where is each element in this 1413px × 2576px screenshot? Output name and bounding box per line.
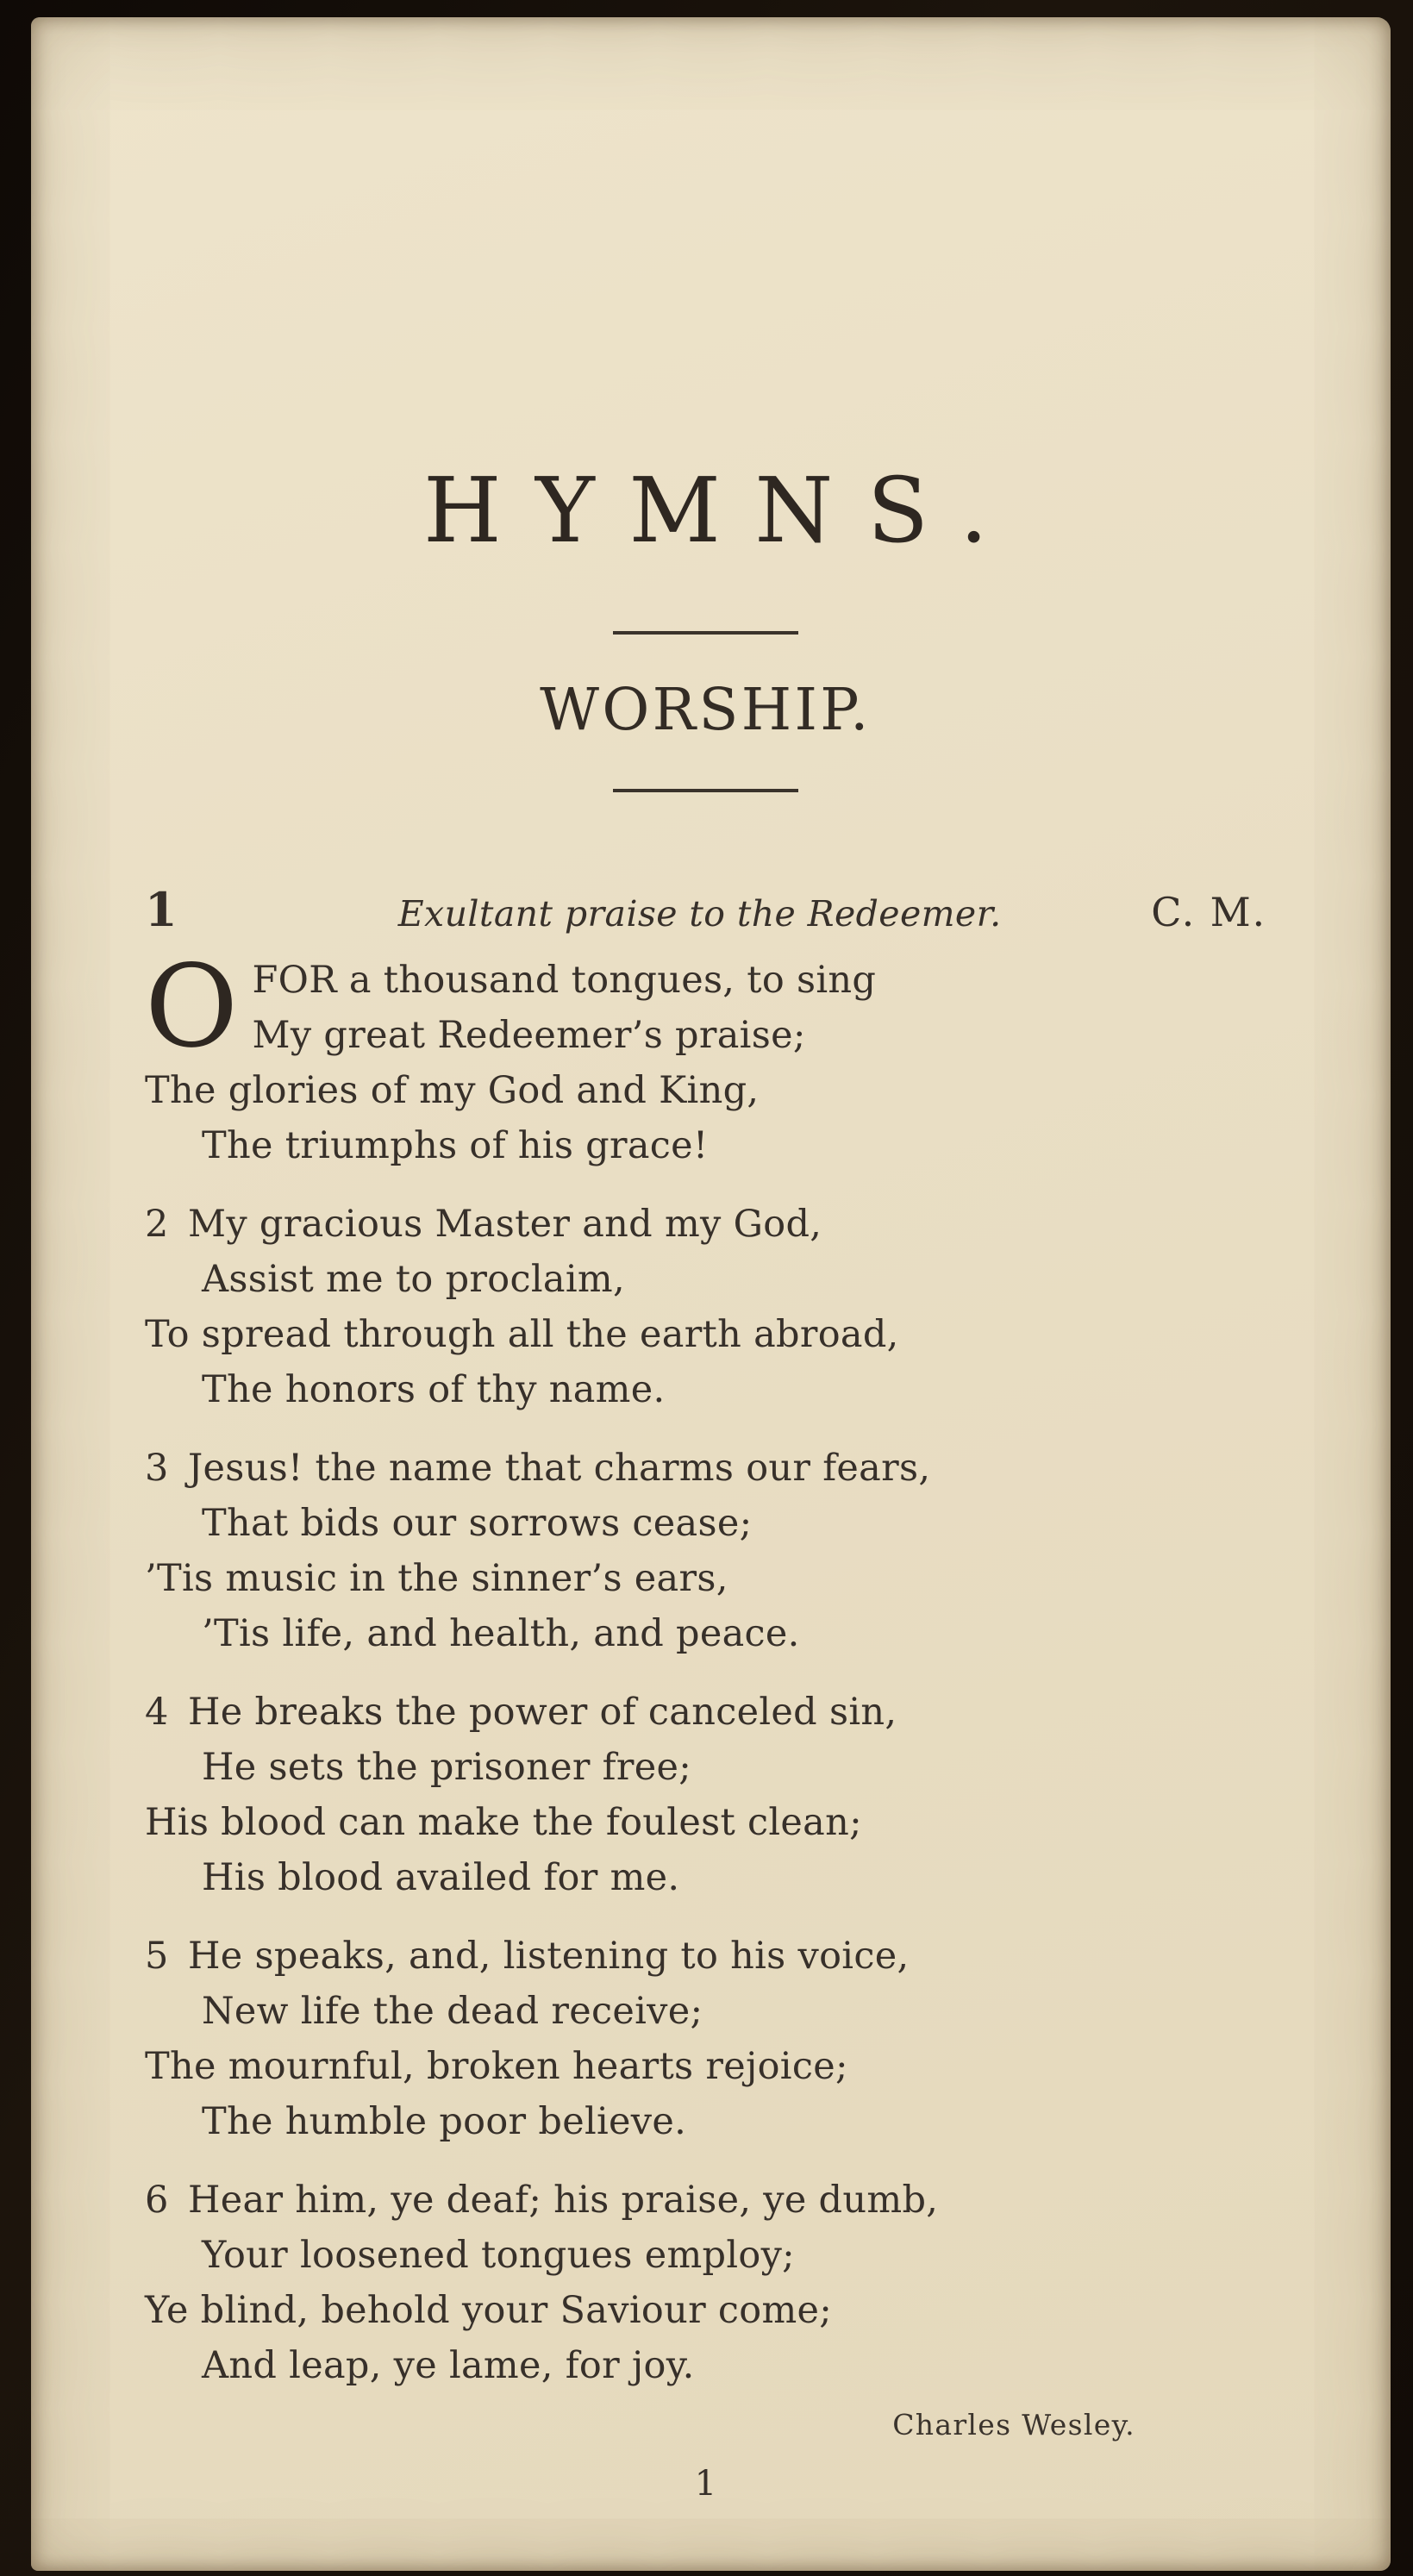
hymn-header: [145, 882, 1266, 937]
hymn-line: My great Redeemer’s praise;: [252, 1014, 806, 1057]
stanza-number: 5: [145, 1935, 169, 1978]
hymn-line: ’Tis music in the sinner’s ears,: [145, 1557, 728, 1600]
stanza: [145, 2173, 1266, 2393]
hymn-line: 5 He speaks, and, listening to his voice,: [145, 1929, 1266, 1984]
hymn-line: He sets the prisoner free;: [202, 1746, 692, 1789]
hymn-line: And leap, ye lame, for joy.: [202, 2344, 695, 2387]
hymn-meter: C. M.: [1151, 889, 1266, 935]
hymn-line: To spread through all the earth abroad,: [145, 1313, 899, 1356]
hymn-line: Assist me to proclaim,: [202, 1258, 625, 1301]
hymn-line: The glories of my God and King,: [145, 1069, 760, 1112]
hymn-line: ’Tis life, and health, and peace.: [202, 1612, 800, 1655]
stanza-number: 3: [145, 1447, 169, 1490]
hymn-line: 6 Hear him, ye deaf; his praise, ye dumb,: [145, 2173, 1266, 2228]
hymn-attribution: Charles Wesley.: [892, 2408, 1135, 2442]
stanza-number: 4: [145, 1691, 169, 1734]
book-page: [31, 17, 1391, 2571]
stanza: [145, 1929, 1266, 2149]
hymn-line: 3 Jesus! the name that charms our fears,: [145, 1441, 1266, 1496]
hymn-line: The honors of thy name.: [202, 1368, 666, 1411]
stanza-number: 6: [145, 2179, 169, 2222]
stanza: [145, 1197, 1266, 1417]
divider-rule-section: [613, 789, 798, 792]
stanza: [145, 941, 1266, 1173]
page-number: 1: [694, 2464, 717, 2504]
stanza: [145, 1685, 1266, 1905]
stanza: [145, 1441, 1266, 1661]
hymn-line: The mournful, broken hearts rejoice;: [145, 2045, 848, 2088]
hymn-line: Your loosened tongues employ;: [202, 2234, 795, 2277]
drop-cap: O: [145, 941, 239, 1073]
hymn-line: 4 He breaks the power of canceled sin,: [145, 1685, 1266, 1740]
book-title: HYMNS.: [422, 458, 1022, 563]
hymn-line: That bids our sorrows cease;: [202, 1502, 753, 1545]
hymn-stanzas: [145, 941, 1266, 2393]
hymn-number: 1: [145, 882, 178, 937]
hymn-line: 2 My gracious Master and my God,: [145, 1197, 1266, 1252]
hymn-line: Ye blind, behold your Saviour come;: [145, 2289, 833, 2332]
hymn-line: His blood can make the foulest clean;: [145, 1801, 862, 1844]
hymn-subtitle: Exultant praise to the Redeemer.: [397, 893, 1002, 935]
hymn-line: His blood availed for me.: [202, 1856, 680, 1899]
hymn-line: The humble poor believe.: [202, 2100, 687, 2143]
divider-rule-top: [613, 631, 798, 635]
hymn-line: The triumphs of his grace!: [202, 1124, 709, 1167]
stanza-number: 2: [145, 1203, 169, 1246]
hymn-line: FOR a thousand tongues, to sing: [252, 959, 877, 1002]
page-content: [31, 17, 1391, 2571]
section-heading: WORSHIP.: [540, 676, 872, 743]
hymn-line: New life the dead receive;: [202, 1990, 703, 2033]
